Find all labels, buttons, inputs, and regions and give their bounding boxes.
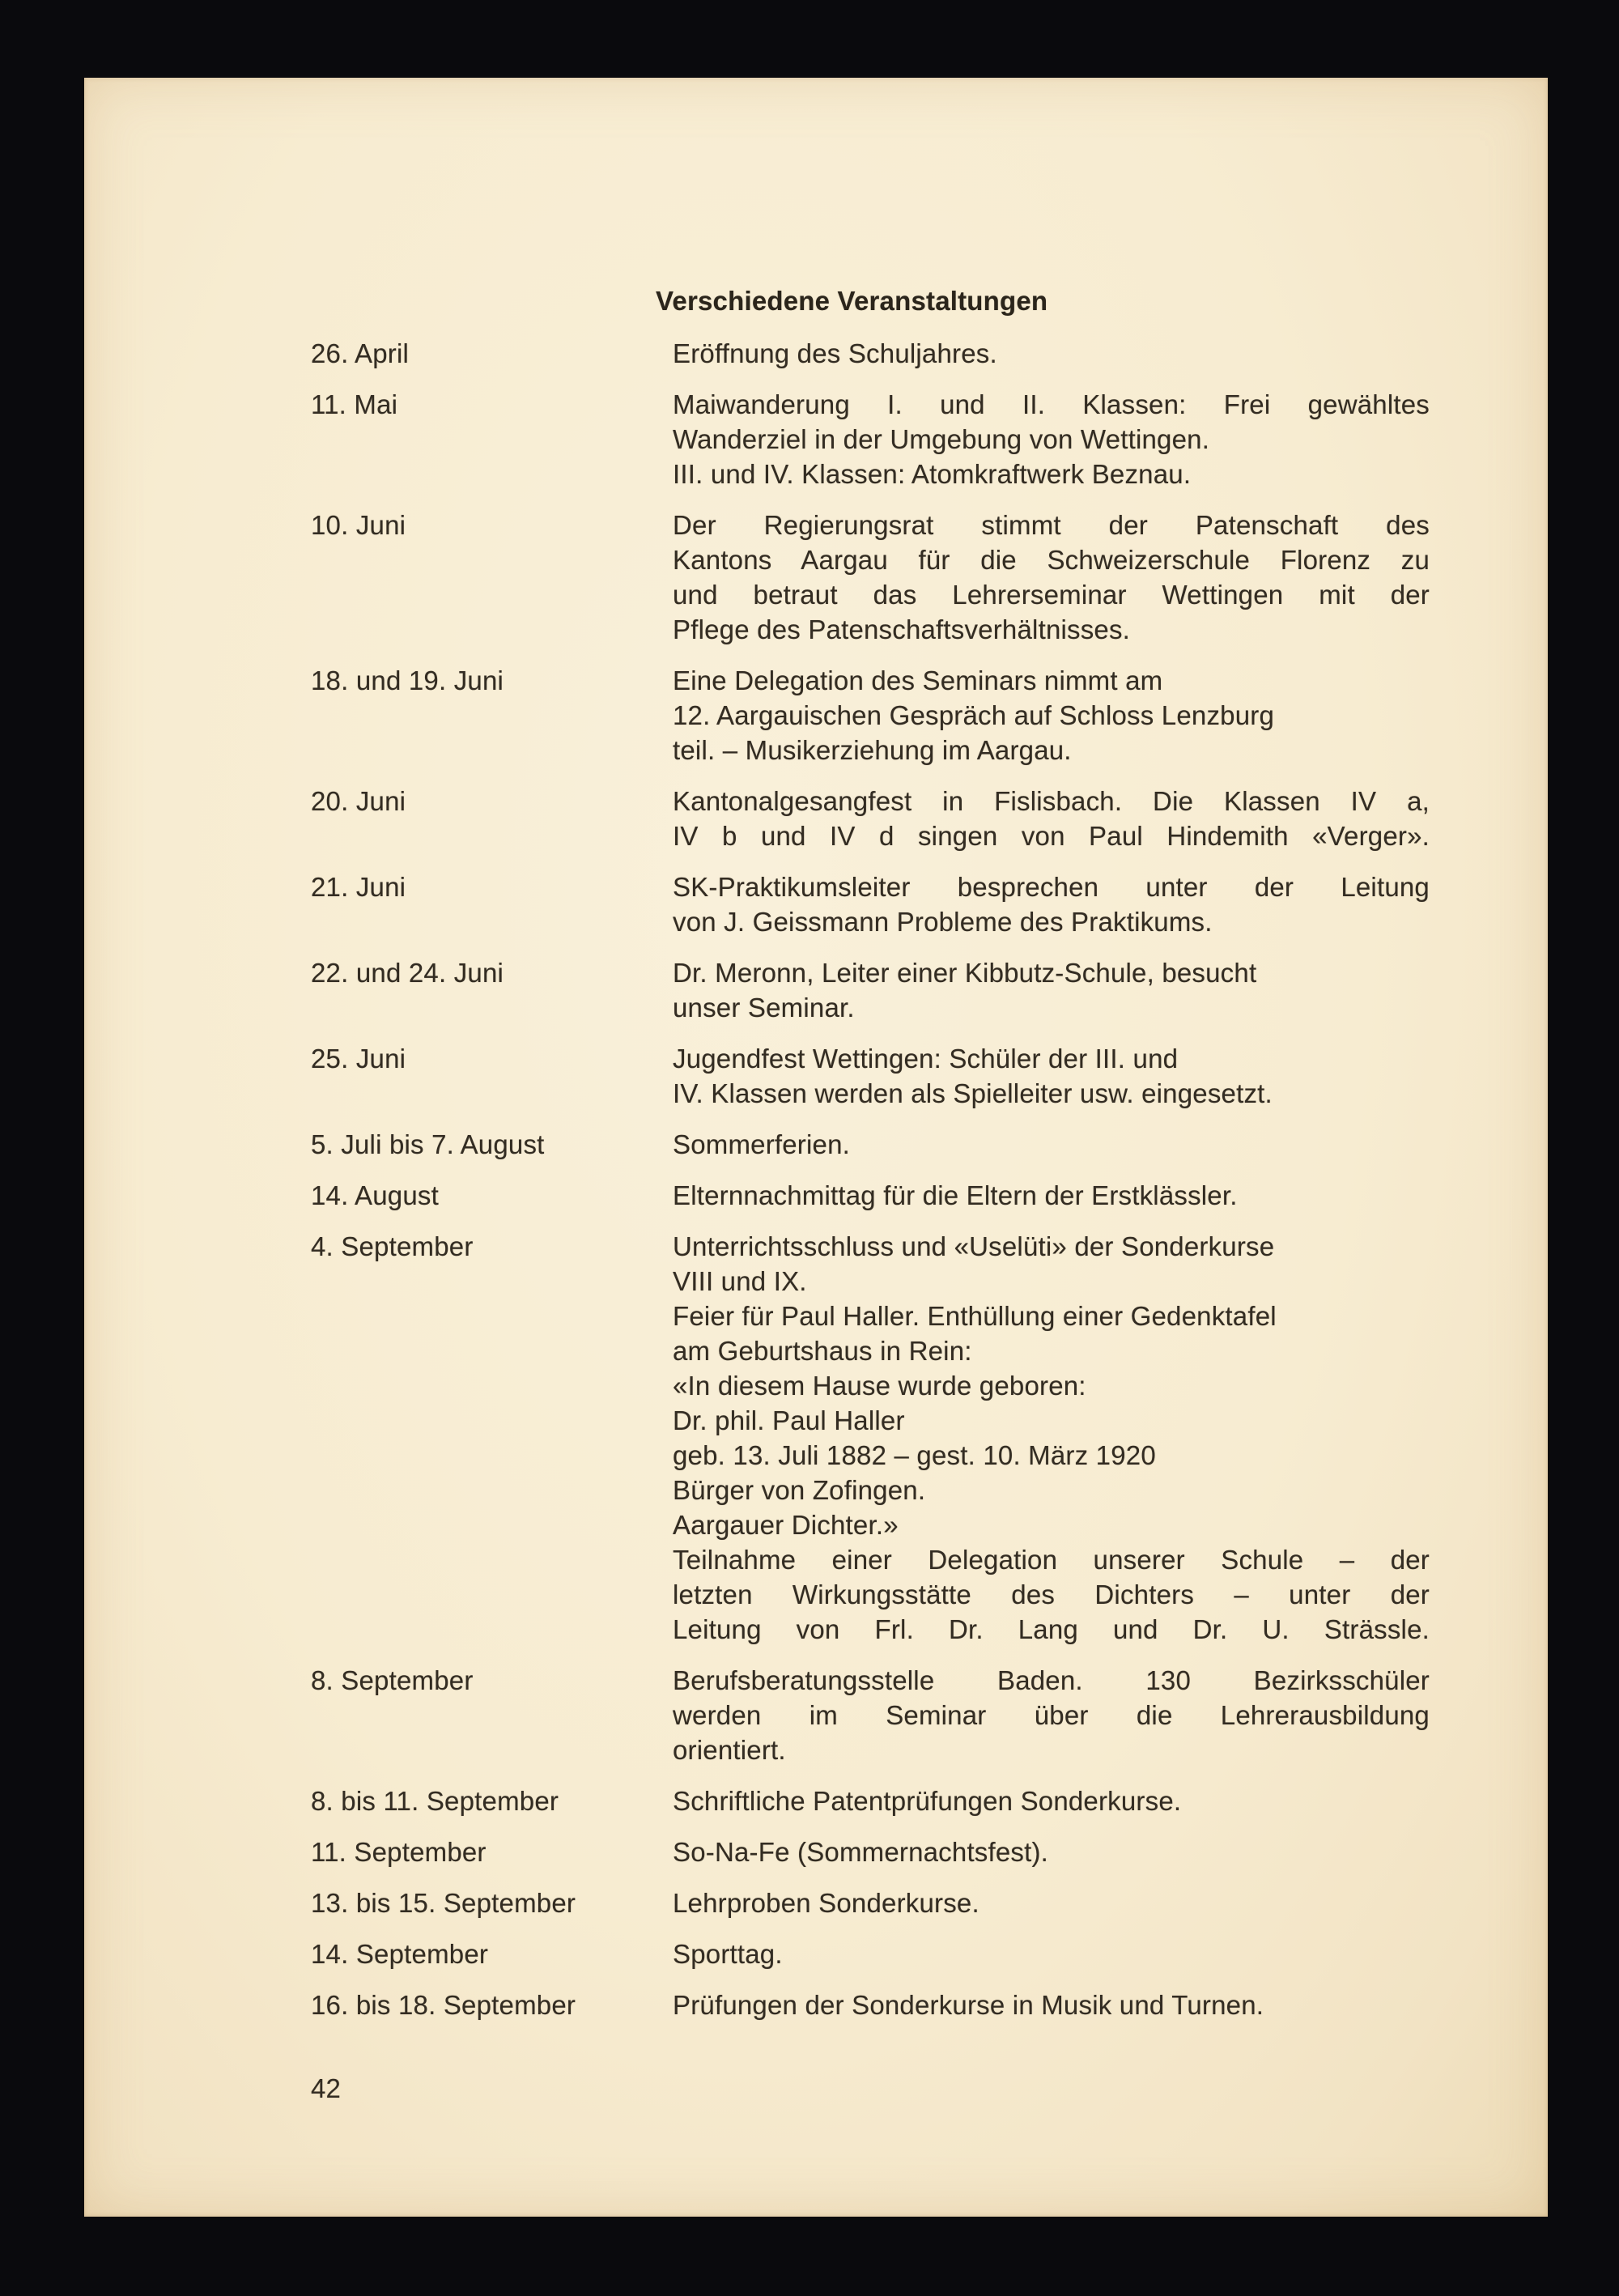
event-description bbox=[673, 1178, 1430, 1213]
event-description-line: teil. – Musikerziehung im Aargau. bbox=[673, 735, 1072, 765]
event-description-line: IV. Klassen werden als Spielleiter usw. eingesetzt. bbox=[673, 1078, 1273, 1108]
event-date: 10. Juni bbox=[311, 510, 406, 540]
event-description bbox=[673, 663, 1430, 767]
event-description-line: orientiert. bbox=[673, 1735, 786, 1765]
event-date: 13. bis 15. September bbox=[311, 1888, 576, 1918]
event-description bbox=[673, 336, 1430, 371]
event-description-line: Prüfungen der Sonderkurse in Musik und Turnen. bbox=[673, 1990, 1264, 2020]
event-description-line: 12. Aargauischen Gespräch auf Schloss Lenzburg bbox=[673, 700, 1274, 730]
event-description bbox=[673, 1229, 1430, 1647]
event-description-line: Schriftliche Patentprüfungen Sonderkurse. bbox=[673, 1786, 1182, 1816]
event-description-line: am Geburtshaus in Rein: bbox=[673, 1336, 972, 1366]
event-description-line: Eröffnung des Schuljahres. bbox=[673, 338, 997, 368]
event-date: 14. August bbox=[311, 1180, 439, 1210]
event-description-line: Dr. Meronn, Leiter einer Kibbutz-Schule, besucht bbox=[673, 958, 1257, 988]
event-description bbox=[673, 1886, 1430, 1920]
event-description bbox=[673, 1784, 1430, 1818]
event-date: 25. Juni bbox=[311, 1044, 406, 1074]
event-row bbox=[311, 955, 1503, 1025]
event-description bbox=[673, 955, 1430, 1025]
event-description-line: Jugendfest Wettingen: Schüler der III. und bbox=[673, 1044, 1179, 1074]
event-description-line: Sommerferien. bbox=[673, 1129, 851, 1159]
event-description bbox=[673, 508, 1430, 647]
event-date: 8. September bbox=[311, 1665, 474, 1695]
event-row bbox=[311, 663, 1503, 767]
event-row bbox=[311, 1229, 1503, 1647]
event-description bbox=[673, 1988, 1430, 2022]
event-row bbox=[311, 1988, 1503, 2022]
event-date: 21. Juni bbox=[311, 872, 406, 902]
event-description-line: Leitung von Frl. Dr. Lang und Dr. U. Strässle. bbox=[673, 1614, 1430, 1644]
event-description-line: und betraut das Lehrerseminar Wettingen mit der bbox=[673, 580, 1430, 610]
event-date: 11. Mai bbox=[311, 389, 398, 419]
event-description-line: So-Na-Fe (Sommernachtsfest). bbox=[673, 1837, 1049, 1867]
event-description bbox=[673, 1041, 1430, 1111]
event-description-line: Sporttag. bbox=[673, 1939, 783, 1969]
event-description bbox=[673, 387, 1430, 491]
event-row bbox=[311, 1041, 1503, 1111]
event-description-line: IV b und IV d singen von Paul Hindemith «Verger». bbox=[673, 821, 1430, 851]
event-date: 16. bis 18. September bbox=[311, 1990, 576, 2020]
event-list bbox=[311, 336, 1503, 2022]
event-date: 26. April bbox=[311, 338, 410, 368]
event-description-line: Berufsberatungsstelle Baden. 130 Bezirksschüler bbox=[673, 1665, 1430, 1695]
event-row bbox=[311, 1937, 1503, 1971]
event-description-line: Eine Delegation des Seminars nimmt am bbox=[673, 665, 1163, 695]
event-description-line: Lehrproben Sonderkurse. bbox=[673, 1888, 979, 1918]
event-description-line: unser Seminar. bbox=[673, 993, 855, 1023]
event-description-line: Wanderziel in der Umgebung von Wettingen. bbox=[673, 424, 1210, 454]
event-description-line: Bürger von Zofingen. bbox=[673, 1475, 926, 1505]
event-row bbox=[311, 784, 1503, 853]
event-date: 18. und 19. Juni bbox=[311, 665, 504, 695]
event-description-line: III. und IV. Klassen: Atomkraftwerk Beznau. bbox=[673, 459, 1192, 489]
event-description-line: letzten Wirkungsstätte des Dichters – unter der bbox=[673, 1580, 1430, 1609]
event-row bbox=[311, 1178, 1503, 1213]
event-row bbox=[311, 1886, 1503, 1920]
page-number: 42 bbox=[311, 2073, 342, 2103]
page-content bbox=[311, 283, 1503, 2106]
event-description-line: Teilnahme einer Delegation unserer Schule – der bbox=[673, 1545, 1430, 1575]
event-description-line: Feier für Paul Haller. Enthüllung einer Gedenktafel bbox=[673, 1301, 1277, 1331]
event-description-line: Kantonalgesangfest in Fislisbach. Die Klassen IV a, bbox=[673, 786, 1430, 816]
event-row bbox=[311, 1663, 1503, 1767]
event-row bbox=[311, 336, 1503, 371]
event-description-line: Aargauer Dichter.» bbox=[673, 1510, 899, 1540]
event-row bbox=[311, 508, 1503, 647]
event-description-line: «In diesem Hause wurde geboren: bbox=[673, 1371, 1086, 1401]
event-date: 4. September bbox=[311, 1231, 474, 1261]
event-description bbox=[673, 1835, 1430, 1869]
event-date: 14. September bbox=[311, 1939, 489, 1969]
event-description-line: Elternnachmittag für die Eltern der Erstklässler. bbox=[673, 1180, 1238, 1210]
event-description-line: Maiwanderung I. und II. Klassen: Frei gewähltes bbox=[673, 389, 1430, 419]
event-description-line: SK-Praktikumsleiter besprechen unter der Leitung bbox=[673, 872, 1430, 902]
event-description-line: Pflege des Patenschaftsverhältnisses. bbox=[673, 614, 1131, 644]
event-row bbox=[311, 1784, 1503, 1818]
event-description bbox=[673, 1663, 1430, 1767]
event-row bbox=[311, 870, 1503, 939]
event-description-line: werden im Seminar über die Lehrerausbildung bbox=[673, 1700, 1430, 1730]
page-title: Verschiedene Veranstaltungen bbox=[656, 286, 1048, 316]
event-date: 11. September bbox=[311, 1837, 487, 1867]
event-description-line: von J. Geissmann Probleme des Praktikums. bbox=[673, 907, 1213, 937]
event-description-line: VIII und IX. bbox=[673, 1266, 807, 1296]
event-description-line: Dr. phil. Paul Haller bbox=[673, 1405, 905, 1435]
event-date: 20. Juni bbox=[311, 786, 406, 816]
event-description-line: geb. 13. Juli 1882 – gest. 10. März 1920 bbox=[673, 1440, 1156, 1470]
event-description-line: Kantons Aargau für die Schweizerschule Florenz zu bbox=[673, 545, 1430, 575]
event-row bbox=[311, 387, 1503, 491]
event-description-line: Unterrichtsschluss und «Uselüti» der Sonderkurse bbox=[673, 1231, 1275, 1261]
event-description-line: Der Regierungsrat stimmt der Patenschaft des bbox=[673, 510, 1430, 540]
event-description bbox=[673, 784, 1430, 853]
event-description bbox=[673, 1937, 1430, 1971]
event-date: 22. und 24. Juni bbox=[311, 958, 504, 988]
event-date: 5. Juli bis 7. August bbox=[311, 1129, 545, 1159]
event-description bbox=[673, 870, 1430, 939]
event-row bbox=[311, 1127, 1503, 1162]
book-page bbox=[84, 78, 1548, 2217]
event-date: 8. bis 11. September bbox=[311, 1786, 559, 1816]
event-description bbox=[673, 1127, 1430, 1162]
event-row bbox=[311, 1835, 1503, 1869]
